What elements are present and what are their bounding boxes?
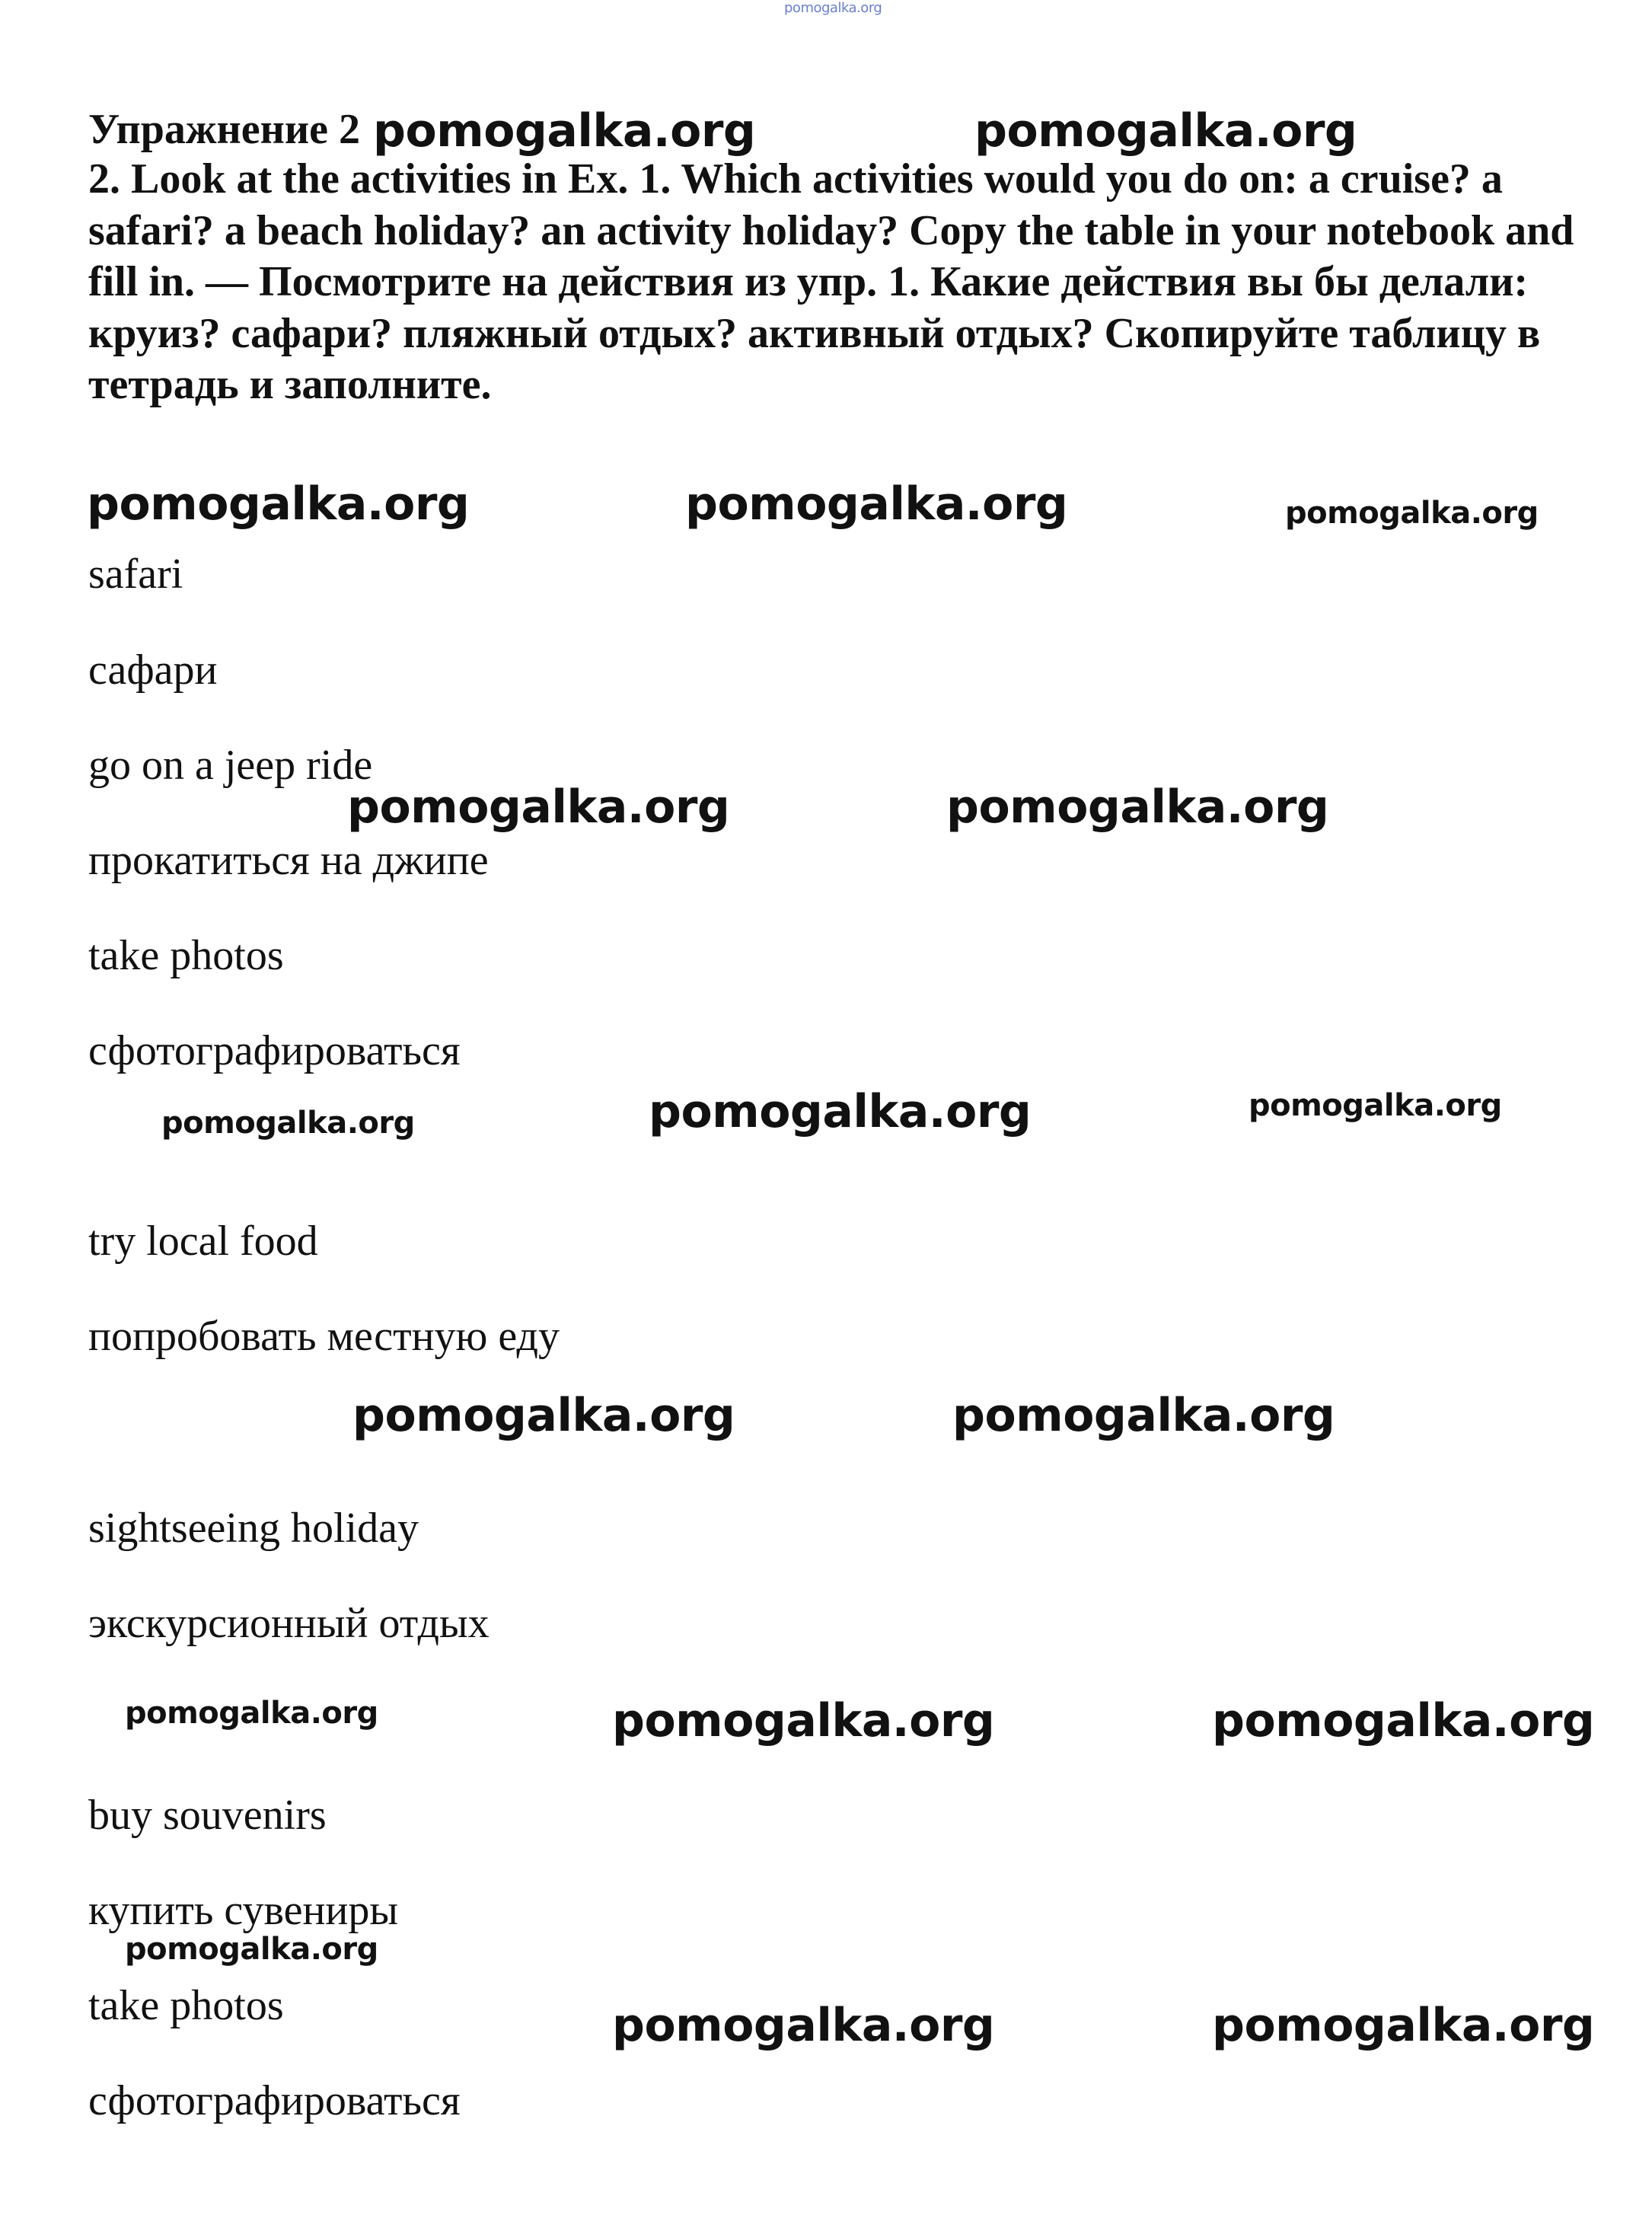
entry-line: buy souvenirs — [88, 1792, 327, 1839]
watermark: pomogalka.org — [952, 1389, 1335, 1442]
watermark: pomogalka.org — [125, 1696, 378, 1731]
entry-line: safari — [88, 551, 183, 598]
watermark: pomogalka.org — [612, 1999, 995, 2052]
entry-line: сфотографироваться — [88, 1027, 461, 1074]
watermark: pomogalka.org — [649, 1085, 1032, 1138]
entry-line: go on a jeep ride — [88, 742, 373, 789]
watermark: pomogalka.org — [612, 1694, 995, 1747]
watermark-top: pomogalka.org — [784, 0, 882, 16]
watermark: pomogalka.org — [373, 104, 756, 158]
watermark: pomogalka.org — [125, 1932, 378, 1967]
entry-line: try local food — [88, 1218, 318, 1265]
watermark: pomogalka.org — [87, 477, 470, 531]
entry-line: take photos — [88, 1982, 284, 2029]
exercise-instruction: 2. Look at the activities in Ex. 1. Which activities would you do on: a cruise? a safari? a beach holiday? an activity holiday? Copy the table in your notebook and fill in. — Посмотрите на действия из упр. 1. Какие действия вы бы делали: круиз? сафари? пляжный отдых? активный отдых? Скопируйте таблицу в тетрадь и заполните. — [88, 155, 1574, 408]
watermark: pomogalka.org — [946, 780, 1329, 834]
entry-line: прокатиться на джипе — [88, 837, 489, 884]
entry-line: сафари — [88, 646, 218, 694]
watermark: pomogalka.org — [1285, 496, 1539, 531]
entry-line: купить сувениры — [88, 1887, 399, 1934]
watermark: pomogalka.org — [1212, 1694, 1595, 1747]
entry-line: take photos — [88, 932, 284, 979]
entry-line: sightseeing holiday — [88, 1505, 419, 1552]
watermark: pomogalka.org — [352, 1389, 735, 1442]
watermark: pomogalka.org — [1212, 1999, 1595, 2052]
entry-line: попробовать местную еду — [88, 1313, 560, 1360]
entry-line: экскурсионный отдых — [88, 1600, 490, 1647]
watermark: pomogalka.org — [347, 780, 730, 834]
watermark: pomogalka.org — [974, 104, 1357, 158]
exercise-title: Упражнение 2 — [88, 106, 361, 153]
watermark: pomogalka.org — [1249, 1088, 1502, 1123]
entry-line: сфотографироваться — [88, 2077, 461, 2124]
watermark: pomogalka.org — [685, 477, 1068, 531]
watermark: pomogalka.org — [161, 1106, 415, 1141]
